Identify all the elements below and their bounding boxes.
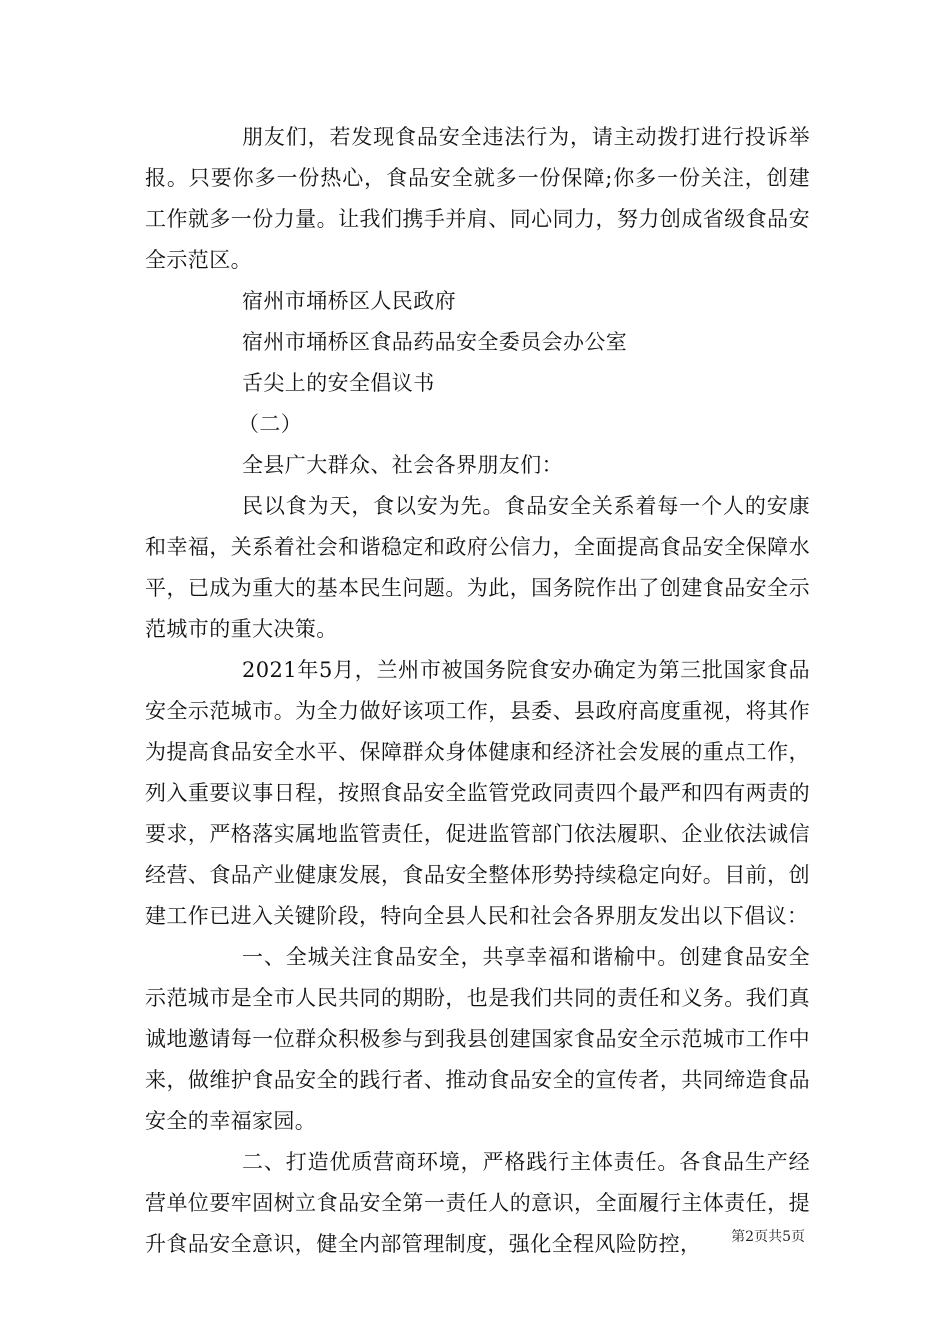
document-body xyxy=(145,117,810,1265)
paragraph-4: 一、全城关注食品安全，共享幸福和谐榆中。创建食品安全示范城市是全市人民共同的期盼，也是我们共同的责任和义务。我们真诚地邀请每一位群众积极参与到我县创建国家食品安全示范城市工作中来，做维护食品安全的践行者、推动食品安全的宣传者，共同缔造食品安全的幸福家园。 xyxy=(145,945,810,1133)
page-number-footer: 第2页共5页 xyxy=(731,1229,805,1245)
signature-committee-office: 宿州市埇桥区食品药品安全委员会办公室 xyxy=(242,330,628,354)
signature-government: 宿州市埇桥区人民政府 xyxy=(242,289,456,313)
paragraph-1: 朋友们，若发现食品安全违法行为，请主动拨打进行投诉举报。只要你多一份热心，食品安全就多一份保障;你多一份关注，创建工作就多一份力量。让我们携手并肩、同心同力，努力创成省级食品安全示范区。 xyxy=(145,125,810,272)
paragraph-2: 民以食为天，食以安为先。食品安全关系着每一个人的安康和幸福，关系着社会和谐稳定和政府公信力，全面提高食品安全保障水平，已成为重大的基本民生问题。为此，国务院作出了创建食品安全示范城市的重大决策。 xyxy=(145,494,810,641)
section-number: （二） xyxy=(238,412,303,436)
salutation: 全县广大群众、社会各界朋友们： xyxy=(242,453,563,477)
paragraph-5: 二、打造优质营商环境，严格践行主体责任。各食品生产经营单位要牢固树立食品安全第一责任人的意识，全面履行主体责任，提升食品安全意识，健全内部管理制度，强化全程风险防控， xyxy=(145,1150,810,1256)
paragraph-3: 2021年5月，兰州市被国务院食安办确定为第三批国家食品安全示范城市。为全力做好该项工作，县委、县政府高度重视，将其作为提高食品安全水平、保障群众身体健康和经济社会发展的重点工作，列入重要议事日程，按照食品安全监管党政同责四个最严和四有两责的要求，严格落实属地监管责任，促进监管部门依法履职、企业依法诚信经营、食品产业健康发展，食品安全整体形势持续稳定向好。目前，创建工作已进入关键阶段，特向全县人民和社会各界朋友发出以下倡议： xyxy=(145,658,810,928)
document-title-line: 舌尖上的安全倡议书 xyxy=(242,371,435,395)
